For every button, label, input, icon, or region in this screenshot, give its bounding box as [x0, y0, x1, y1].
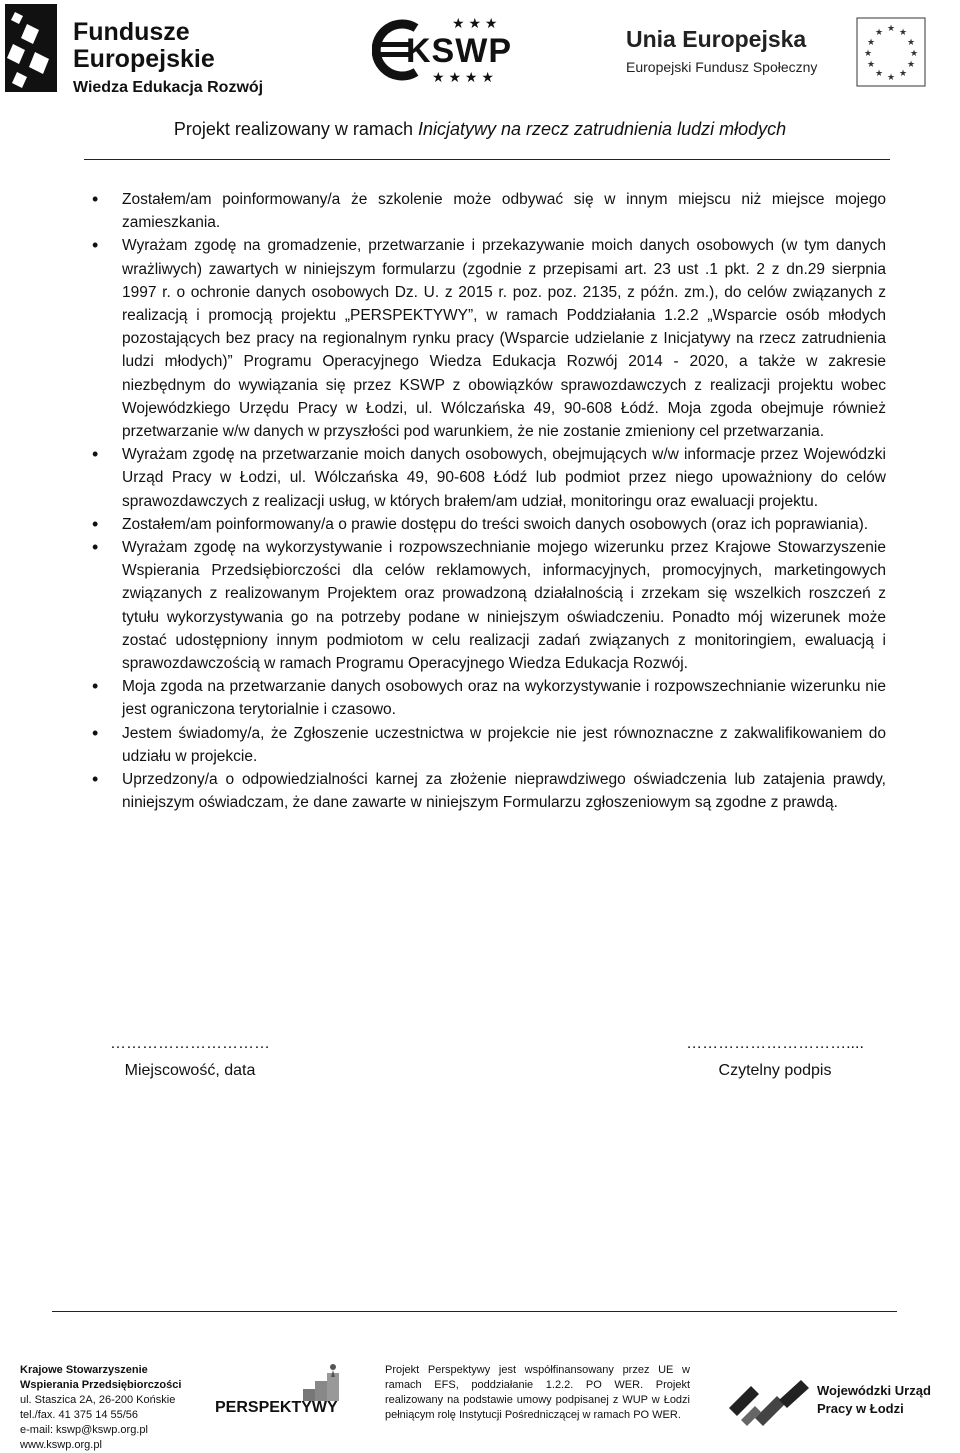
- wup-emblem-icon: [725, 1378, 815, 1428]
- org-phone: tel./fax. 41 375 14 55/56: [20, 1409, 139, 1421]
- svg-text:★: ★: [866, 37, 876, 47]
- declaration-item: • Wyrażam zgodę na gromadzenie, przetwarzanie i przekazywanie moich danych osobowych (w tym danych wrażliwych) zawartych w niniejszym formularzu (zgodnie z przepisami art. 23 ust .1 pkt. 2 z dn.29 sierpnia 1997 r. o ochronie danych osobowych Dz. U. z 2015 r. poz. poz. 2135, z późn. zm.), do celów związanych z realizacją i promocją projektu „PERSPEKTYWY”, w ramach Poddziałania 1.2.2 „Wsparcie osób młodych pozostających bez pracy na regionalnym rynku pracy (Wsparcie udzielanie z Inicjatywy na rzecz zatrudnienia ludzi młodych)” Programu Operacyjnego Wiedza Edukacja Rozwój 2014 - 2020, a także w zakresie niezbędnym do wywiązania się przez KSWP z obowiązków sprawozdawczych z realizacji projektu wobec Wojewódzkiego Urzędu Pracy w Łodzi, ul. Wólczańska 49, 90-608 Łódź. Moja zgoda obejmuje również przetwarzanie w/w danych w przyszłości pod warunkiem, że nie zostanie zmieniony cel przetwarzania.: [92, 234, 886, 443]
- signature-field[interactable]: [660, 1036, 890, 1080]
- declaration-item: • Uprzedzony/a o odpowiedzialności karnej za złożenie nieprawdziwego oświadczenia lub zatajenia prawdy, niniejszym oświadczam, że dane zawarte w niniejszym Formularzu zgłoszeniowym są zgodne z prawdą.: [92, 768, 886, 814]
- svg-text:★: ★: [898, 68, 908, 78]
- declaration-item: • Wyrażam zgodę na przetwarzanie moich danych osobowych, obejmujących w/w informacje przez Wojewódzki Urząd Pracy w Łodzi, ul. Wólczańska 49, 90-608 Łódź lub podmiot przez niego upoważniony do celów sprawozdawczych z realizacji usług, w których brałem/am udział, monitoringu oraz ewaluacji projektu.: [92, 443, 886, 513]
- svg-text:★ ★ ★: ★ ★ ★: [452, 15, 498, 31]
- svg-text:★: ★: [874, 68, 884, 78]
- footer-divider: [52, 1311, 897, 1312]
- perspektywy-wordmark: PERSPEKTYWY: [215, 1399, 338, 1416]
- kswp-logo: [372, 14, 542, 84]
- declaration-item: • Wyrażam zgodę na wykorzystywanie i rozpowszechnianie mojego wizerunku przez Krajowe Stowarzyszenie Wspierania Przedsiębiorczości dla celów reklamowych, informacyjnych, promocyjnych, marketingowych związanych z realizowanym Projektem oraz prowadzoną działalnością i zrzekam się wszelkich roszczeń z tytułu wykorzystywania go na potrzeby podane w niniejszym oświadczeniu. Ponadto mój wizerunek może zostać udostępniony innym podmiotom w celu realizacji zadań związanych z monitoringiem, ewaluacją i sprawozdawczością w ramach Programu Operacyjnego Wiedza Edukacja Rozwój.: [92, 536, 886, 675]
- wup-line-1: Wojewódzki Urząd: [817, 1383, 931, 1398]
- wup-line-2: Pracy w Łodzi: [817, 1401, 904, 1416]
- fe-line-1: Fundusze: [73, 18, 190, 46]
- footer-organization: [20, 1363, 181, 1453]
- place-date-field[interactable]: [90, 1036, 290, 1080]
- stairs-figure-icon: [215, 1363, 355, 1403]
- header-divider: [84, 159, 890, 160]
- signature-dots: …………………………....: [686, 1035, 864, 1052]
- svg-text:★: ★: [863, 48, 873, 58]
- project-statement: [0, 119, 960, 140]
- org-email: e-mail: kswp@kswp.org.pl: [20, 1424, 148, 1436]
- fe-flag-icon: [5, 4, 57, 92]
- fe-line-3: Wiedza Edukacja Rozwój: [73, 79, 264, 96]
- svg-text:★: ★: [906, 59, 916, 69]
- svg-text:★ ★ ★ ★: ★ ★ ★ ★: [432, 69, 494, 84]
- place-date-label: Miejscowość, data: [124, 1062, 256, 1079]
- perspektywy-logo: [215, 1363, 355, 1423]
- svg-text:★: ★: [886, 23, 896, 33]
- fe-line-2: Europejskie: [73, 45, 215, 73]
- svg-text:★: ★: [906, 37, 916, 47]
- org-name-line-1: Krajowe Stowarzyszenie: [20, 1364, 148, 1376]
- declaration-item: • Moja zgoda na przetwarzanie danych osobowych oraz na wykorzystywanie i rozpowszechnianie wizerunku nie jest ograniczona terytorialnie i czasowo.: [92, 675, 886, 721]
- svg-text:★: ★: [886, 72, 896, 82]
- project-prefix: Projekt realizowany w ramach: [173, 119, 418, 139]
- footer-project-info: Projekt Perspektywy jest współfinansowany przez UE w ramach EFS, poddziałanie 1.2.2. PO WER. Projekt realizowany na podstawie umowy podpisanej z WUP w Łodzi pełniącym rolę Instytucji Pośredniczącej w ramach PO WER.: [385, 1364, 690, 1421]
- declaration-item: • Zostałem/am poinformowany/a że szkolenie może odbywać się w innym miejscu niż miejsce mojego zamieszkania.: [92, 188, 886, 234]
- org-address: ul. Staszica 2A, 26-200 Końskie: [20, 1394, 176, 1406]
- eu-flag-icon: [856, 17, 926, 87]
- unia-europejska-text: [626, 26, 817, 75]
- declaration-item: • Jestem świadomy/a, że Zgłoszenie uczestnictwa w projekcie nie jest równoznaczne z zakwalifikowaniem do udziału w projekcie.: [92, 722, 886, 768]
- fundusze-europejskie-logo: [5, 4, 265, 96]
- org-website: www.kswp.org.pl: [20, 1439, 102, 1451]
- signature-label: Czytelny podpis: [718, 1062, 832, 1079]
- org-name-line-2: Wspierania Przedsiębiorczości: [20, 1379, 182, 1391]
- wup-lodz-logo: [725, 1378, 960, 1428]
- header-logos: [0, 0, 960, 100]
- kswp-wordmark: KSWP: [406, 32, 512, 70]
- ue-line-2: Europejski Fundusz Społeczny: [626, 59, 818, 75]
- svg-text:★: ★: [898, 27, 908, 37]
- svg-text:★: ★: [909, 48, 919, 58]
- declaration-item: • Zostałem/am poinformowany/a o prawie dostępu do treści swoich danych osobowych (oraz ich poprawiania).: [92, 513, 886, 536]
- ue-line-1: Unia Europejska: [626, 26, 807, 52]
- svg-text:★: ★: [874, 27, 884, 37]
- svg-text:★: ★: [866, 59, 876, 69]
- project-initiative: Inicjatywy na rzecz zatrudnienia ludzi młodych: [417, 119, 787, 139]
- place-date-dots: …………………………: [110, 1035, 270, 1052]
- declarations-list: [92, 188, 886, 814]
